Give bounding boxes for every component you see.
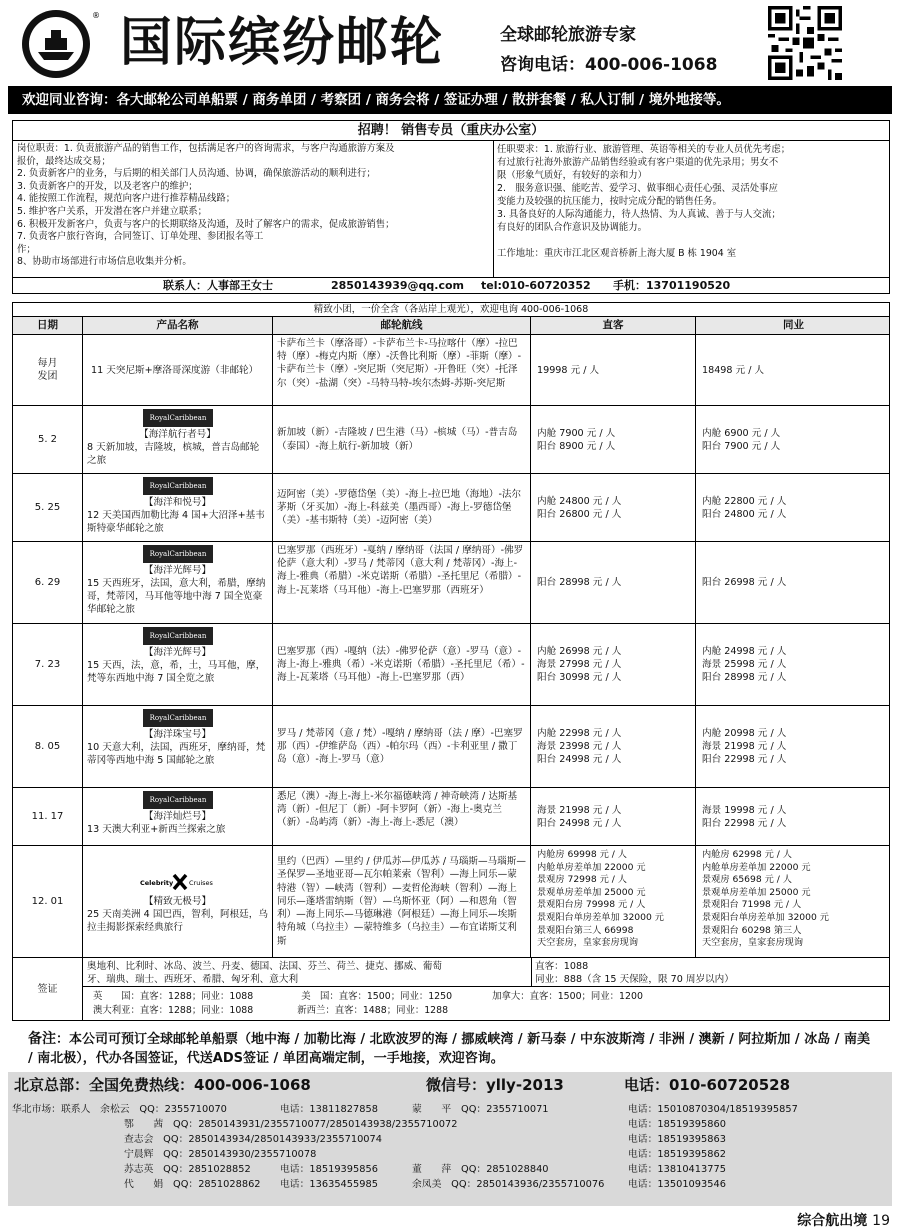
col-trade: 同业: [783, 319, 804, 331]
visa-countries: 奥地利、比利时、冰岛、波兰、丹麦、德国、法国、芬兰、荷兰、捷克、挪威、葡萄 牙、瑞典、瑞士、西班牙、希腊、匈牙利、意大利: [87, 961, 442, 985]
col-route: 邮轮航线: [273, 317, 531, 334]
royal-caribbean-logo: [143, 545, 213, 563]
col-product: 产品名称: [83, 317, 273, 334]
row-route: 里约（巴西）—里约 / 伊瓜苏—伊瓜苏 / 马瑙斯—马瑙斯—圣保罗—圣地亚哥—瓦尔帕莱索（智利）—海上同乐—蒙特港（智）—峡湾（智利）—麦哲伦海峡（智利）—海上同乐—蓬塔雷纳斯（智）—乌斯怀亚（阿）—和恩角（智利）—海上同乐—马德琳港（阿根廷）—海上同乐—埃斯特角城（乌拉圭）—蒙特维多（乌拉圭）—布宜诺斯艾利斯: [273, 846, 531, 957]
company-logo: [18, 8, 98, 80]
table-row: [13, 406, 889, 474]
table-row: [13, 846, 889, 958]
visa-label: 签证: [13, 958, 83, 1020]
divider: [83, 986, 889, 987]
ship-name: 【海洋光辉号】: [143, 647, 212, 658]
job-duties: [17, 143, 491, 269]
svg-text:®: ®: [92, 11, 100, 20]
hq-hotline: 北京总部：全国免费热线：400-006-1068: [14, 1076, 311, 1094]
divider: [493, 141, 494, 277]
contact-email[interactable]: 2850143939@qq.com: [331, 279, 465, 292]
hq-phone: 电话：010-60720528: [624, 1076, 791, 1094]
row-route: 巴塞罗那（西班牙）-戛纳 / 摩纳哥（法国 / 摩纳哥）-佛罗伦萨（意大利）-罗马 / 梵蒂冈（意大利 / 梵蒂冈）-海上-海上-雅典（希腊）-米克诺斯（希腊）-圣托里尼（希腊）-海上-瓦莱塔（马耳他）-海上-巴塞罗那（西班牙）: [273, 542, 531, 623]
masthead: [8, 6, 892, 84]
contact-tel: tel:010-60720352: [481, 279, 591, 292]
duty-line: 7. 负责客户旅行咨询，合同签订、订单处理、参团报名等工: [17, 231, 264, 243]
ship-name: 【海洋光辉号】: [143, 565, 212, 576]
qr-code-icon: [768, 6, 842, 80]
duty-line: 作；: [17, 243, 36, 255]
product-name: 8 天新加坡，吉隆坡，槟城，普吉岛邮轮之旅: [87, 442, 260, 466]
row-direct: 海景 21998 元 / 人 阳台 24998 元 / 人: [531, 788, 696, 845]
duty-line: 6. 积极开发新客户，负责与客户的长期联络及沟通，及时了解客户的需求，促成旅游销售；: [17, 218, 395, 230]
row-date: 5. 2: [13, 406, 83, 473]
row-route: 新加坡（新）-吉隆坡 / 巴生港（马）-槟城（马）-普吉岛（泰国）-海上航行-新加坡（新）: [273, 406, 531, 473]
row-direct: 阳台 28998 元 / 人: [531, 542, 696, 623]
recruit-contact: [13, 277, 889, 294]
svg-text:RoyalCaribbean: RoyalCaribbean: [149, 482, 206, 490]
col-date: 日期: [13, 317, 83, 334]
divider: [531, 958, 532, 986]
recruitment-box: [12, 120, 890, 294]
table-row: [13, 624, 889, 706]
duty-line: 5. 维护客户关系，开发潜在客户并建立联系；: [17, 205, 208, 217]
requirement-line: 变能力及较强的抗压能力，按时完成分配的销售任务。: [497, 196, 723, 207]
contact-line: 代 娟 QQ：2851028862 电话：13635455985 余凤美 QQ：2850143936/2355710076 电话：13501093546: [124, 1179, 726, 1190]
contact-line: 宁晨辉 QQ：2850143930/2355710078 电话：18519395862: [124, 1149, 726, 1160]
table-header: [13, 317, 889, 335]
wechat-id: 微信号：ylly-2013: [426, 1076, 564, 1094]
row-direct: 19998 元 / 人: [531, 335, 696, 405]
work-address: 工作地址：重庆市江北区观音桥新上海大厦 B 栋 1904 室: [497, 248, 737, 259]
row-trade: 内舱 6900 元 / 人 阳台 7900 元 / 人: [702, 427, 781, 452]
row-direct: 内舱 22998 元 / 人 海景 23998 元 / 人 阳台 24998 元 / 人: [531, 706, 696, 787]
row-product: [83, 788, 273, 845]
requirement-line: 有过旅行社海外旅游产品销售经验或有客户渠道的优先录用；男女不: [497, 157, 779, 168]
row-date: 11. 17: [13, 788, 83, 845]
row-trade: 海景 19998 元 / 人 阳台 22998 元 / 人: [702, 804, 787, 829]
product-name: 15 天西班牙，法国，意大利，希腊，摩纳哥，梵蒂冈，马耳他等地中海 7 国全览豪华邮轮之旅: [87, 578, 266, 615]
remarks: [28, 1030, 874, 1068]
col-direct: 直客: [531, 317, 696, 334]
section-label: 综合航出境: [797, 1213, 868, 1229]
row-trade: 内舱 20998 元 / 人 海景 21998 元 / 人 阳台 22998 元 / 人: [702, 728, 787, 765]
ship-name: 【海洋航行者号】: [139, 429, 216, 440]
page-footer: [797, 1210, 890, 1230]
duty-line: 岗位职责：1. 负责旅游产品的销售工作，包括满足客户的咨询需求，与客户沟通旅游方案及: [17, 143, 395, 154]
royal-caribbean-logo: [143, 627, 213, 645]
job-requirements: [497, 143, 885, 260]
row-product: [83, 474, 273, 541]
footer-contacts: [8, 1072, 892, 1206]
royal-caribbean-logo: [143, 409, 213, 427]
cruise-table: [12, 302, 890, 1021]
requirement-line: 限（形象气质好，有较好的亲和力）: [497, 170, 648, 181]
svg-text:Cruises: Cruises: [188, 878, 213, 887]
row-date: 6. 29: [13, 542, 83, 623]
row-direct: 内舱 26998 元 / 人 海景 27998 元 / 人 阳台 30998 元 / 人: [531, 624, 696, 705]
duty-line: 报价，最终达成交易；: [17, 155, 111, 167]
visa-other-countries: 英 国：直客：1288；同业：1088 美 国：直客：1500；同业：1250 加拿大：直客：1500；同业：1200 澳大利亚：直客：1288；同业：1088 新西兰：直客：1488；同业：1288: [93, 991, 643, 1016]
svg-text:RoyalCaribbean: RoyalCaribbean: [149, 550, 206, 558]
row-date: 8. 05: [13, 706, 83, 787]
page-number: 19: [872, 1213, 890, 1229]
requirement-line: 3. 具备良好的人际沟通能力，待人热情、为人真诚、善于与人交流；: [497, 209, 781, 220]
royal-caribbean-logo: [143, 477, 213, 495]
row-direct: 内舱 7900 元 / 人 阳台 8900 元 / 人: [531, 406, 696, 473]
ship-name: 【海洋灿烂号】: [143, 811, 212, 822]
duty-line: 3. 负责新客户的开发，以及老客户的维护；: [17, 180, 198, 192]
slogan: 全球邮轮旅游专家: [500, 25, 636, 45]
ship-name: 【精致无极号】: [143, 895, 212, 907]
svg-text:RoyalCaribbean: RoyalCaribbean: [149, 714, 206, 722]
requirement-line: 有良好的团队合作意识及协调能力。: [497, 222, 648, 233]
royal-caribbean-logo: [143, 791, 213, 809]
table-row: [13, 706, 889, 788]
table-row: [13, 788, 889, 846]
ship-name: 【海洋和悦号】: [143, 497, 212, 508]
contact-line: 华北市场：联系人 余松云 QQ：2355710070 电话：13811827858 蒙 平 QQ：2355710071 电话：15010870304/18519395857: [12, 1104, 798, 1115]
remarks-label: 备注: [28, 1031, 56, 1047]
requirement-line: 2. 服务意识强、能吃苦、爱学习、做事细心责任心强、灵活处事应: [497, 183, 778, 194]
svg-text:Celebrity: Celebrity: [139, 878, 173, 887]
contact-line: 苏志英 QQ：2851028852 电话：18519395856 董 萍 QQ：2851028840 电话：13810413775: [124, 1164, 726, 1175]
visa-prices: 直客：1088 同业：888（含 15 天保险，限 70 周岁以内）: [535, 961, 734, 985]
row-product: [83, 706, 273, 787]
duty-line: 4. 能按照工作流程，规范向客户进行推荐精品线路；: [17, 193, 236, 205]
svg-text:RoyalCaribbean: RoyalCaribbean: [149, 632, 206, 640]
row-route: 罗马 / 梵蒂冈（意 / 梵）-嘎纳 / 摩纳哥（法 / 摩）-巴塞罗那（西）-伊维萨岛（西）-帕尔玛（西）-卡利亚里 / 撒丁岛（意）-海上-罗马（意）: [273, 706, 531, 787]
row-product: [83, 542, 273, 623]
contact-person: 联系人：人事部王女士: [163, 279, 273, 292]
hotline: 咨询电话：400-006-1068: [500, 55, 718, 75]
row-date: 每月 发团: [13, 335, 83, 405]
row-route: 巴塞罗那（西）-嘎纳（法）-佛罗伦萨（意）-罗马（意）-海上-海上-雅典（希）-米克诺斯（希腊）-圣托里尼（希）-海上-瓦莱塔（马耳他）-海上-巴塞罗那（西）: [273, 624, 531, 705]
product-name: 10 天意大利，法国，西班牙，摩纳哥，梵蒂冈等西地中海 5 国邮轮之旅: [87, 742, 266, 766]
royal-caribbean-logo: [143, 709, 213, 727]
row-product: [83, 846, 273, 957]
row-product: 11 天突尼斯+摩洛哥深度游（非邮轮）: [83, 335, 273, 405]
table-row: [13, 474, 889, 542]
product-name: 15 天西，法，意，希，土，马耳他，摩，梵等东西地中海 7 国全览之旅: [87, 660, 266, 684]
row-trade: 内舱 22800 元 / 人 阳台 24800 元 / 人: [702, 495, 787, 520]
table-row: [13, 335, 889, 406]
duty-line: 2. 负责新客户的业务，与后期的相关部门人员沟通、协调，确保旅游活动的顺利进行；: [17, 168, 376, 180]
ship-name: 【海洋珠宝号】: [143, 729, 212, 740]
row-date: 5. 25: [13, 474, 83, 541]
contact-mobile: 手机：13701190520: [613, 279, 731, 292]
row-date: 7. 23: [13, 624, 83, 705]
row-direct: 内舱房 69998 元 / 人 内舱单房差单加 22000 元 景观房 72998 元 / 人 景观单房差单加 25000 元 景观阳台房 79998 元 / 人 景观阳台单房差单加 32000 元 景观阳台第三人 66998 天空套房，皇家套房现询: [531, 846, 696, 957]
row-trade: 内舱房 62998 元 / 人 内舱单房差单加 22000 元 景观房 65698 元 / 人 景观单房差单加 25000 元 景观阳台 71998 元 / 人 景观阳台单房差单加 32000 元 景观阳台 60298 第三人 天空套房，皇家套房现询: [702, 849, 829, 949]
row-route: 迈阿密（美）-罗德岱堡（美）-海上-拉巴地（海地）-法尔茅斯（牙买加）-海上-科兹美（墨西哥）-海上-罗德岱堡（美）-基韦斯特（美）-迈阿密（美）: [273, 474, 531, 541]
visa-row: [13, 958, 889, 1020]
product-name: 12 天美国西加勒比海 4 国+大沼泽+基韦斯特豪华邮轮之旅: [87, 510, 265, 534]
row-trade: 18498 元 / 人: [702, 364, 765, 376]
row-trade: 内舱 24998 元 / 人 海景 25998 元 / 人 阳台 28998 元 / 人: [702, 646, 787, 683]
table-row: [13, 542, 889, 624]
svg-text:RoyalCaribbean: RoyalCaribbean: [149, 796, 206, 804]
recruitment-title: 招聘！ 销售专员（重庆办公室）: [13, 121, 889, 141]
requirement-line: 任职要求：1. 旅游行业、旅游管理、英语等相关的专业人员优先考虑；: [497, 144, 791, 155]
svg-text:RoyalCaribbean: RoyalCaribbean: [149, 414, 206, 422]
row-route: 悉尼（澳）-海上-海上-米尔福德峡湾 / 神奇峡湾 / 达斯基湾（新）-但尼丁（新）-阿卡罗阿（新）-海上-奥克兰（新）-岛屿湾（新）-海上-海上-悉尼（澳）: [273, 788, 531, 845]
row-trade: 阳台 26998 元 / 人: [702, 577, 787, 588]
duty-line: 8、协助市场部进行市场信息收集并分析。: [17, 256, 192, 268]
row-direct: 内舱 24800 元 / 人 阳台 26800 元 / 人: [531, 474, 696, 541]
requirement-line: [497, 234, 885, 247]
brand-name: 国际缤纷邮轮: [120, 12, 445, 73]
product-name: 25 天南美洲 4 国巴西，智利，阿根廷，乌拉圭揭影探索经典旅行: [87, 908, 268, 933]
row-date: 12. 01: [13, 846, 83, 957]
contact-line: 查志会 QQ：2850143934/2850143933/2355710074 电话：18519395863: [124, 1134, 726, 1145]
contact-line: 鄂 茜 QQ：2850143931/2355710077/2850143938/2355710072 电话：18519395860: [124, 1119, 726, 1130]
remarks-text: ：本公司可预订全球邮轮单船票（地中海 / 加勒比海 / 北欧波罗的海 / 挪威峡湾 / 新马泰 / 中东波斯湾 / 非洲 / 澳新 / 阿拉斯加 / 冰岛 / 南美 / 南北极），代办各国签证，代送ADS签证 / 单团高端定制，一手地接，欢迎咨询。: [28, 1032, 870, 1066]
row-route: 卡萨布兰卡（摩洛哥）-卡萨布兰卡-马拉喀什（摩）-拉巴特（摩）-梅克内斯（摩）-沃鲁比利斯（摩）-菲斯（摩）-卡萨布兰卡（摩）-突尼斯（突尼斯）-开鲁旺（突）-托泽尔（突）-盐湖（突）-马特马特-埃尔杰姆-苏斯-突尼斯: [273, 335, 531, 405]
celebrity-cruises-logo: [138, 872, 218, 892]
row-product: [83, 406, 273, 473]
services-banner: 欢迎同业咨询：各大邮轮公司单船票 / 商务单团 / 考察团 / 商务会将 / 签证办理 / 散拼套餐 / 私人订制 / 境外地接等。: [8, 86, 892, 114]
table-note: 精致小团，一价全含（各站岸上观光），欢迎电询 400-006-1068: [13, 303, 889, 317]
row-product: [83, 624, 273, 705]
product-name: 13 天澳大利亚+新西兰探索之旅: [87, 824, 226, 835]
